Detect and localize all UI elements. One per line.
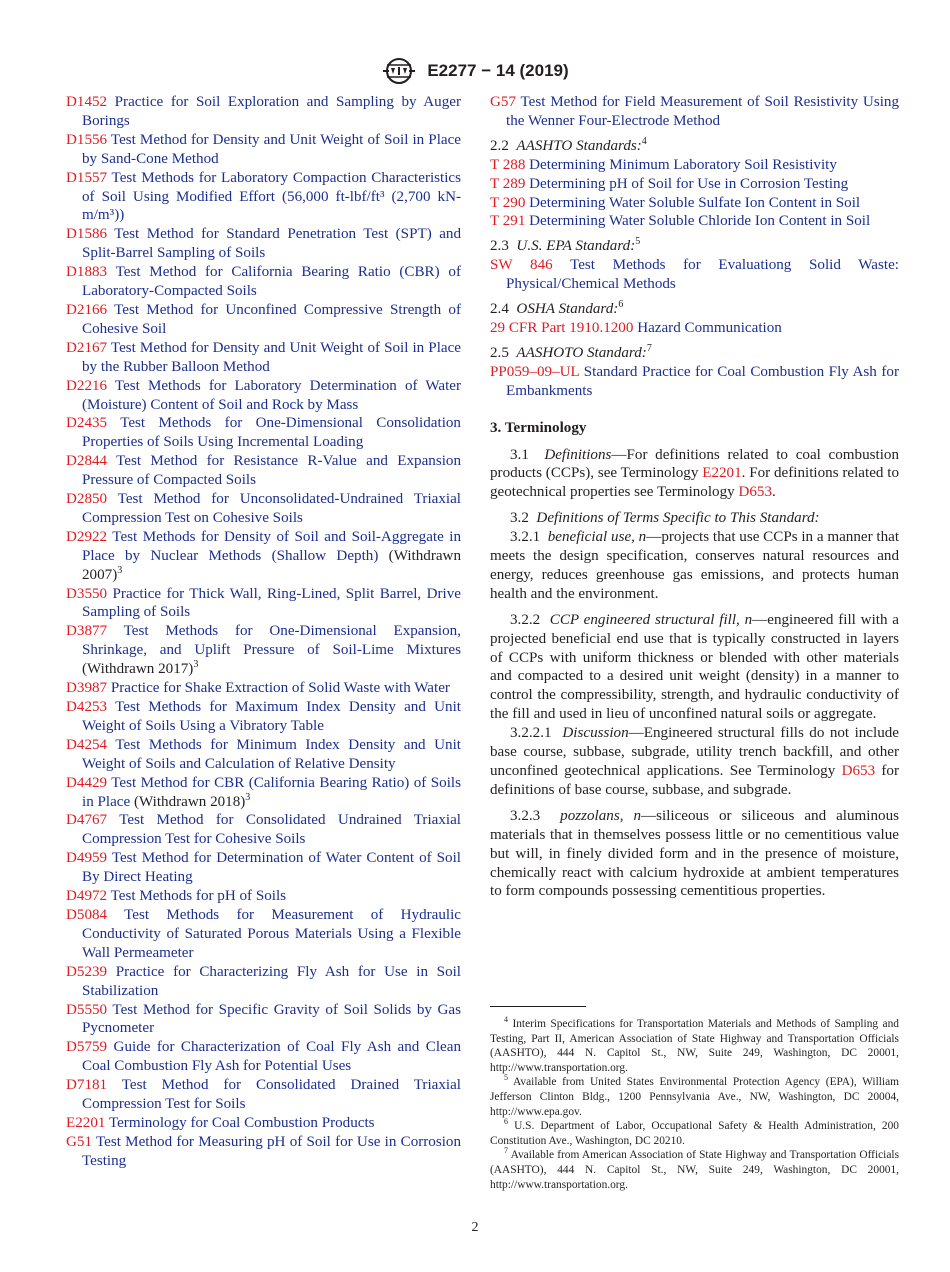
subsection-label: AASHTO Standards: <box>516 137 642 154</box>
reference-code-link[interactable]: G51 <box>66 1133 92 1150</box>
reference-title-link[interactable]: Test Method for CBR (California Bearing Ratio) of Soils in Place <box>82 774 461 810</box>
reference-title-link[interactable]: Test Methods for Evaluationg Solid Waste: Physical/Chemical Methods <box>506 257 899 293</box>
astm-logo-icon <box>381 56 417 86</box>
footnote-ref: 6 <box>618 299 624 311</box>
footnote-ref: 7 <box>646 342 652 354</box>
footnote <box>490 1075 899 1119</box>
term: Definitions <box>544 446 612 463</box>
reference-item <box>66 301 461 339</box>
footnote-number: 6 <box>504 1117 508 1127</box>
reference-code-link[interactable]: D3550 <box>66 585 108 602</box>
reference-code-link[interactable]: D5084 <box>66 906 108 923</box>
term: pozzolans, n <box>560 807 642 824</box>
term: Discussion <box>562 725 629 742</box>
reference-item <box>66 339 461 377</box>
reference-title-link[interactable]: Terminology for Coal Combustion Products <box>108 1114 375 1131</box>
reference-item <box>66 131 461 169</box>
reference-code-link[interactable]: D2922 <box>66 528 108 545</box>
reference-item <box>66 490 461 528</box>
reference-title-link[interactable]: Test Method for Field Measurement of Soil Resistivity Using the Wenner Four-Electrode Method <box>506 94 899 129</box>
reference-item <box>66 622 461 679</box>
reference-title-link[interactable]: Determining Water Soluble Chloride Ion Content in Soil <box>529 213 871 230</box>
reference-item <box>66 736 461 774</box>
right-column <box>490 93 899 901</box>
reference-item <box>490 256 899 294</box>
reference-title-link[interactable]: Test Method for Unconfined Compressive Strength of Cohesive Soil <box>82 301 461 337</box>
paragraph-3-2-2-1 <box>490 724 899 800</box>
reference-item <box>490 212 899 231</box>
paragraph-text: . <box>772 484 776 501</box>
subsection-number: 2.4 <box>490 301 509 318</box>
reference-item <box>66 169 461 226</box>
reference-code-link[interactable]: D2844 <box>66 453 108 470</box>
footnote-ref: 3 <box>245 791 251 803</box>
paragraph-text: —engineered fill with a projected beneficial end use that is typically constructed in layers of CCPs with uniform thickness or blended with other materials and compacted to a desired unit weight (density) in a manner to control the compressibility, strength, and hydraulic conductivity of the fill and used in lieu of unconfined natural soils or aggregate. <box>490 611 899 723</box>
paragraph-number: 3.1 <box>510 446 529 463</box>
reference-item <box>490 175 899 194</box>
reference-title-link[interactable]: Determining Minimum Laboratory Soil Resistivity <box>529 156 837 173</box>
reference-code-link[interactable]: T 290 <box>490 194 526 211</box>
reference-item <box>490 93 899 131</box>
reference-code-link[interactable]: D1883 <box>66 264 108 281</box>
reference-item <box>66 849 461 887</box>
footnotes <box>490 1017 899 1192</box>
reference-title-link[interactable]: Test Method for California Bearing Ratio (CBR) of Laboratory-Compacted Soils <box>82 264 461 300</box>
reference-title-link[interactable]: Practice for Soil Exploration and Sampling by Auger Borings <box>82 94 461 129</box>
withdrawn-note: (Withdrawn 2018) <box>133 793 246 810</box>
reference-title-link[interactable]: Test Method for Measuring pH of Soil for Use in Corrosion Testing <box>82 1133 461 1169</box>
paragraph-text: —siliceous or siliceous and aluminous materials that in themselves possess little or no cementitious value but will, in finely divided form and in the presence of moisture, chemically react with calcium hydroxide at ambient temperatures to form compounds possessing cementitious properties. <box>490 807 899 900</box>
paragraph-number: 3.2.1 <box>510 529 541 546</box>
subsection-label: OSHA Standard: <box>516 301 619 318</box>
reference-item <box>66 1133 461 1171</box>
reference-code-link[interactable]: D4253 <box>66 699 108 715</box>
term: CCP engineered structural fill, n <box>549 611 753 628</box>
footnote-number: 5 <box>504 1073 508 1083</box>
footnote-text: Interim Specifications for Transportation Materials and Methods of Sampling and Testing, Part II, American Association of State Highway and Transportation Officials (AASHTO), 444 N. Capitol St., NW, Suite 249, Washington, DC 20001, http://www.transportation.org. <box>490 1018 899 1074</box>
reference-title-link[interactable]: Test Methods for One-Dimensional Expansion, Shrinkage, and Uplift Pressure of Soil-Lime Mixtures <box>82 623 461 659</box>
reference-item <box>66 1038 461 1076</box>
reference-title-link[interactable]: Test Method for Resistance R-Value and Expansion Pressure of Compacted Soils <box>82 453 461 489</box>
d653-link[interactable]: D653 <box>738 484 773 501</box>
paragraph-number: 3.2.2.1 <box>510 725 552 742</box>
footnote-number: 4 <box>504 1015 508 1025</box>
paragraph-number: 3.2 <box>510 510 529 527</box>
reference-item <box>66 774 461 812</box>
footnote <box>490 1017 899 1075</box>
section-heading-terminology: 3. Terminology <box>490 419 587 436</box>
paragraph-3-1 <box>490 446 899 503</box>
footnote-ref: 5 <box>635 236 641 248</box>
reference-title-link[interactable]: Test Methods for Density of Soil and Soil-Aggregate in Place by Nuclear Methods (Shallow Depth) <box>82 528 461 564</box>
subsection-number: 2.2 <box>490 137 509 154</box>
e2201-link[interactable]: E2201 <box>702 465 742 482</box>
reference-item <box>66 93 461 131</box>
reference-title-link[interactable]: Test Methods for Maximum Index Density and Unit Weight of Soils Using a Vibratory Table <box>82 699 461 734</box>
reference-code-link[interactable]: T 289 <box>490 175 526 192</box>
page-header <box>0 56 950 86</box>
reference-item <box>66 528 461 585</box>
paragraph-3-2 <box>490 509 899 528</box>
reference-item <box>66 698 461 736</box>
reference-code-link[interactable]: D2216 <box>66 377 108 394</box>
reference-item <box>66 1001 461 1039</box>
reference-code-link[interactable]: D1586 <box>66 226 108 243</box>
reference-code-link[interactable]: E2201 <box>66 1114 106 1131</box>
subsection-label: AASHOTO Standard: <box>516 344 647 361</box>
paragraph-number: 3.2.2 <box>510 611 541 628</box>
reference-title-link[interactable]: Determining Water Soluble Sulfate Ion Content in Soil <box>529 194 861 211</box>
term: Definitions of Terms Specific to This Standard: <box>536 510 820 527</box>
reference-item <box>66 963 461 1001</box>
reference-item <box>66 906 461 963</box>
reference-title-link[interactable]: Test Method for Determination of Water Content of Soil By Direct Heating <box>82 850 461 886</box>
footnote-ref: 3 <box>193 659 199 671</box>
reference-title-link[interactable]: Standard Practice for Coal Combustion Fly Ash for Embankments <box>506 363 899 399</box>
reference-code-link[interactable]: D2850 <box>66 491 108 508</box>
reference-item <box>66 377 461 415</box>
term: beneficial use, n <box>547 529 647 546</box>
footnote-text: Available from American Association of State Highway and Transportation Officials (AASHTO), 444 N. Capitol St., NW, Suite 249, Washington, DC 20001, http://www.transportation.org. <box>490 1149 899 1191</box>
d653-link[interactable]: D653 <box>841 763 876 779</box>
reference-code-link[interactable]: D2167 <box>66 339 108 356</box>
reference-item <box>66 452 461 490</box>
reference-code-link[interactable]: D4959 <box>66 850 108 867</box>
reference-item <box>490 156 899 175</box>
document-designation: E2277 − 14 (2019) <box>427 61 569 80</box>
reference-title-link[interactable]: Guide for Characterization of Coal Fly Ash and Clean Coal Combustion Fly Ash for Potential Uses <box>82 1039 462 1075</box>
reference-code-link[interactable]: D2166 <box>66 301 108 318</box>
paragraph-text: —For definitions related to coal combustion products (CCPs), see Terminology <box>490 446 899 482</box>
paragraph-3-2-1 <box>490 528 899 604</box>
reference-code-link[interactable]: D3877 <box>66 623 108 640</box>
reference-code-link[interactable]: D1556 <box>66 131 108 148</box>
footnote-divider <box>490 1006 586 1007</box>
reference-title-link[interactable]: Determining pH of Soil for Use in Corrosion Testing <box>529 175 849 192</box>
reference-item <box>66 1114 461 1133</box>
paragraph-text: —projects that use CCPs in a manner that meets the design specification, conserves natural resources and energy, reduces greenhouse gas emissions, and protects human health and the environment. <box>490 529 900 602</box>
reference-code-link[interactable]: T 288 <box>490 156 526 173</box>
reference-title-link[interactable]: Test Methods for pH of Soils <box>110 888 287 905</box>
footnote <box>490 1148 899 1192</box>
page-number: 2 <box>471 1220 479 1235</box>
subsection-heading <box>490 137 899 156</box>
reference-code-link[interactable]: D4254 <box>66 736 108 753</box>
reference-title-link[interactable]: Test Methods for Laboratory Determination of Water (Moisture) Content of Soil and Rock by Mass <box>82 377 461 413</box>
withdrawn-note: (Withdrawn 2007) <box>82 547 461 583</box>
reference-item <box>66 263 461 301</box>
reference-code-link[interactable]: D4972 <box>66 888 108 905</box>
reference-title-link[interactable]: Test Method for Density and Unit Weight of Soil in Place by the Rubber Balloon Method <box>82 339 461 375</box>
reference-title-link[interactable]: Test Method for Unconsolidated-Undrained Triaxial Compression Test on Cohesive Soils <box>82 491 461 526</box>
reference-code-link[interactable]: D5239 <box>66 963 108 980</box>
reference-item <box>66 225 461 263</box>
reference-title-link[interactable]: Test Method for Density and Unit Weight of Soil in Place by Sand-Cone Method <box>82 131 461 167</box>
reference-item <box>66 887 461 906</box>
footnote-number: 7 <box>504 1146 508 1156</box>
reference-code-link[interactable]: G57 <box>490 94 516 110</box>
reference-code-link[interactable]: D3987 <box>66 680 108 697</box>
footnote-text: Available from United States Environmental Protection Agency (EPA), William Jefferson Clinton Bldg., 1200 Pennsylvania Ave., NW, Washington, DC 20004, http://www.epa.gov. <box>490 1076 900 1118</box>
reference-code-link[interactable]: SW 846 <box>490 257 553 274</box>
reference-title-link[interactable]: Practice for Thick Wall, Ring-Lined, Split Barrel, Drive Sampling of Soils <box>82 585 461 621</box>
reference-title-link[interactable]: Test Method for Consolidated Drained Triaxial Compression Test for Soils <box>82 1077 461 1113</box>
reference-title-link[interactable]: Test Methods for Minimum Index Density and Unit Weight of Soils and Calculation of Relative Density <box>82 736 461 772</box>
reference-title-link[interactable]: Test Methods for Measurement of Hydraulic Conductivity of Saturated Porous Materials Using a Flexible Wall Permeameter <box>82 906 461 961</box>
reference-item <box>66 1076 461 1114</box>
paragraph-text: for definitions of base course, subbase, and subgrade. <box>490 763 900 798</box>
paragraph-3-2-3 <box>490 807 899 902</box>
subsection-heading <box>490 344 899 363</box>
reference-item <box>490 319 899 338</box>
footnote-ref: 3 <box>117 564 123 576</box>
paragraph-text: . For definitions related to geotechnical properties see Terminology <box>490 465 899 501</box>
reference-title-link[interactable]: Test Method for Specific Gravity of Soil Solids by Gas Pycnometer <box>82 1001 461 1037</box>
reference-code-link[interactable]: D5550 <box>66 1001 108 1018</box>
footnote-ref: 4 <box>641 135 647 147</box>
reference-code-link[interactable]: D1452 <box>66 94 108 110</box>
left-column <box>66 93 461 1171</box>
reference-code-link[interactable]: D2435 <box>66 415 108 432</box>
subsection-label: U.S. EPA Standard: <box>516 238 636 255</box>
reference-title-link[interactable]: Practice for Shake Extraction of Solid Waste with Water <box>110 680 450 697</box>
reference-item <box>66 585 461 623</box>
paragraph-text: —Engineered structural fills do not include base course, subbase, subgrade, utility trench backfill, and other unconfined geotechnical applications. See Terminology <box>490 725 899 779</box>
footnote <box>490 1119 899 1148</box>
subsection-number: 2.3 <box>490 238 509 255</box>
reference-code-link[interactable]: D4429 <box>66 774 108 791</box>
reference-code-link[interactable]: 29 CFR Part 1910.1200 <box>490 319 634 336</box>
subsection-heading <box>490 237 899 256</box>
reference-item <box>490 194 899 213</box>
reference-title-link[interactable]: Test Method for Standard Penetration Test (SPT) and Split-Barrel Sampling of Soils <box>82 226 461 262</box>
reference-code-link[interactable]: D1557 <box>66 169 108 186</box>
paragraph-3-2-2 <box>490 611 899 724</box>
footnote-text: U.S. Department of Labor, Occupational Safety & Health Administration, 200 Constitution Ave., Washington, DC 20210. <box>490 1120 899 1147</box>
subsection-heading <box>490 300 899 319</box>
reference-item <box>66 414 461 452</box>
reference-title-link[interactable]: Hazard Communication <box>637 319 782 336</box>
reference-item <box>66 679 461 698</box>
reference-code-link[interactable]: D5759 <box>66 1039 108 1056</box>
reference-item <box>66 811 461 849</box>
reference-title-link[interactable]: Test Methods for One-Dimensional Consolidation Properties of Soils Using Incremental Loading <box>82 415 461 451</box>
reference-title-link[interactable]: Test Methods for Laboratory Compaction Characteristics of Soil Using Modified Effort (56,000 ft-lbf/ft³ (2,700 kN-m/m³)) <box>82 169 461 224</box>
reference-code-link[interactable]: T 291 <box>490 213 526 230</box>
reference-title-link[interactable]: Practice for Characterizing Fly Ash for Use in Soil Stabilization <box>82 963 461 999</box>
reference-code-link[interactable]: PP059–09–UL <box>490 363 580 380</box>
reference-title-link[interactable]: Test Method for Consolidated Undrained Triaxial Compression Test for Cohesive Soils <box>82 812 461 848</box>
reference-item <box>490 363 899 401</box>
withdrawn-note: (Withdrawn 2017) <box>82 661 194 678</box>
paragraph-number: 3.2.3 <box>510 807 541 824</box>
reference-code-link[interactable]: D4767 <box>66 812 108 829</box>
reference-code-link[interactable]: D7181 <box>66 1077 108 1094</box>
subsection-number: 2.5 <box>490 344 509 361</box>
